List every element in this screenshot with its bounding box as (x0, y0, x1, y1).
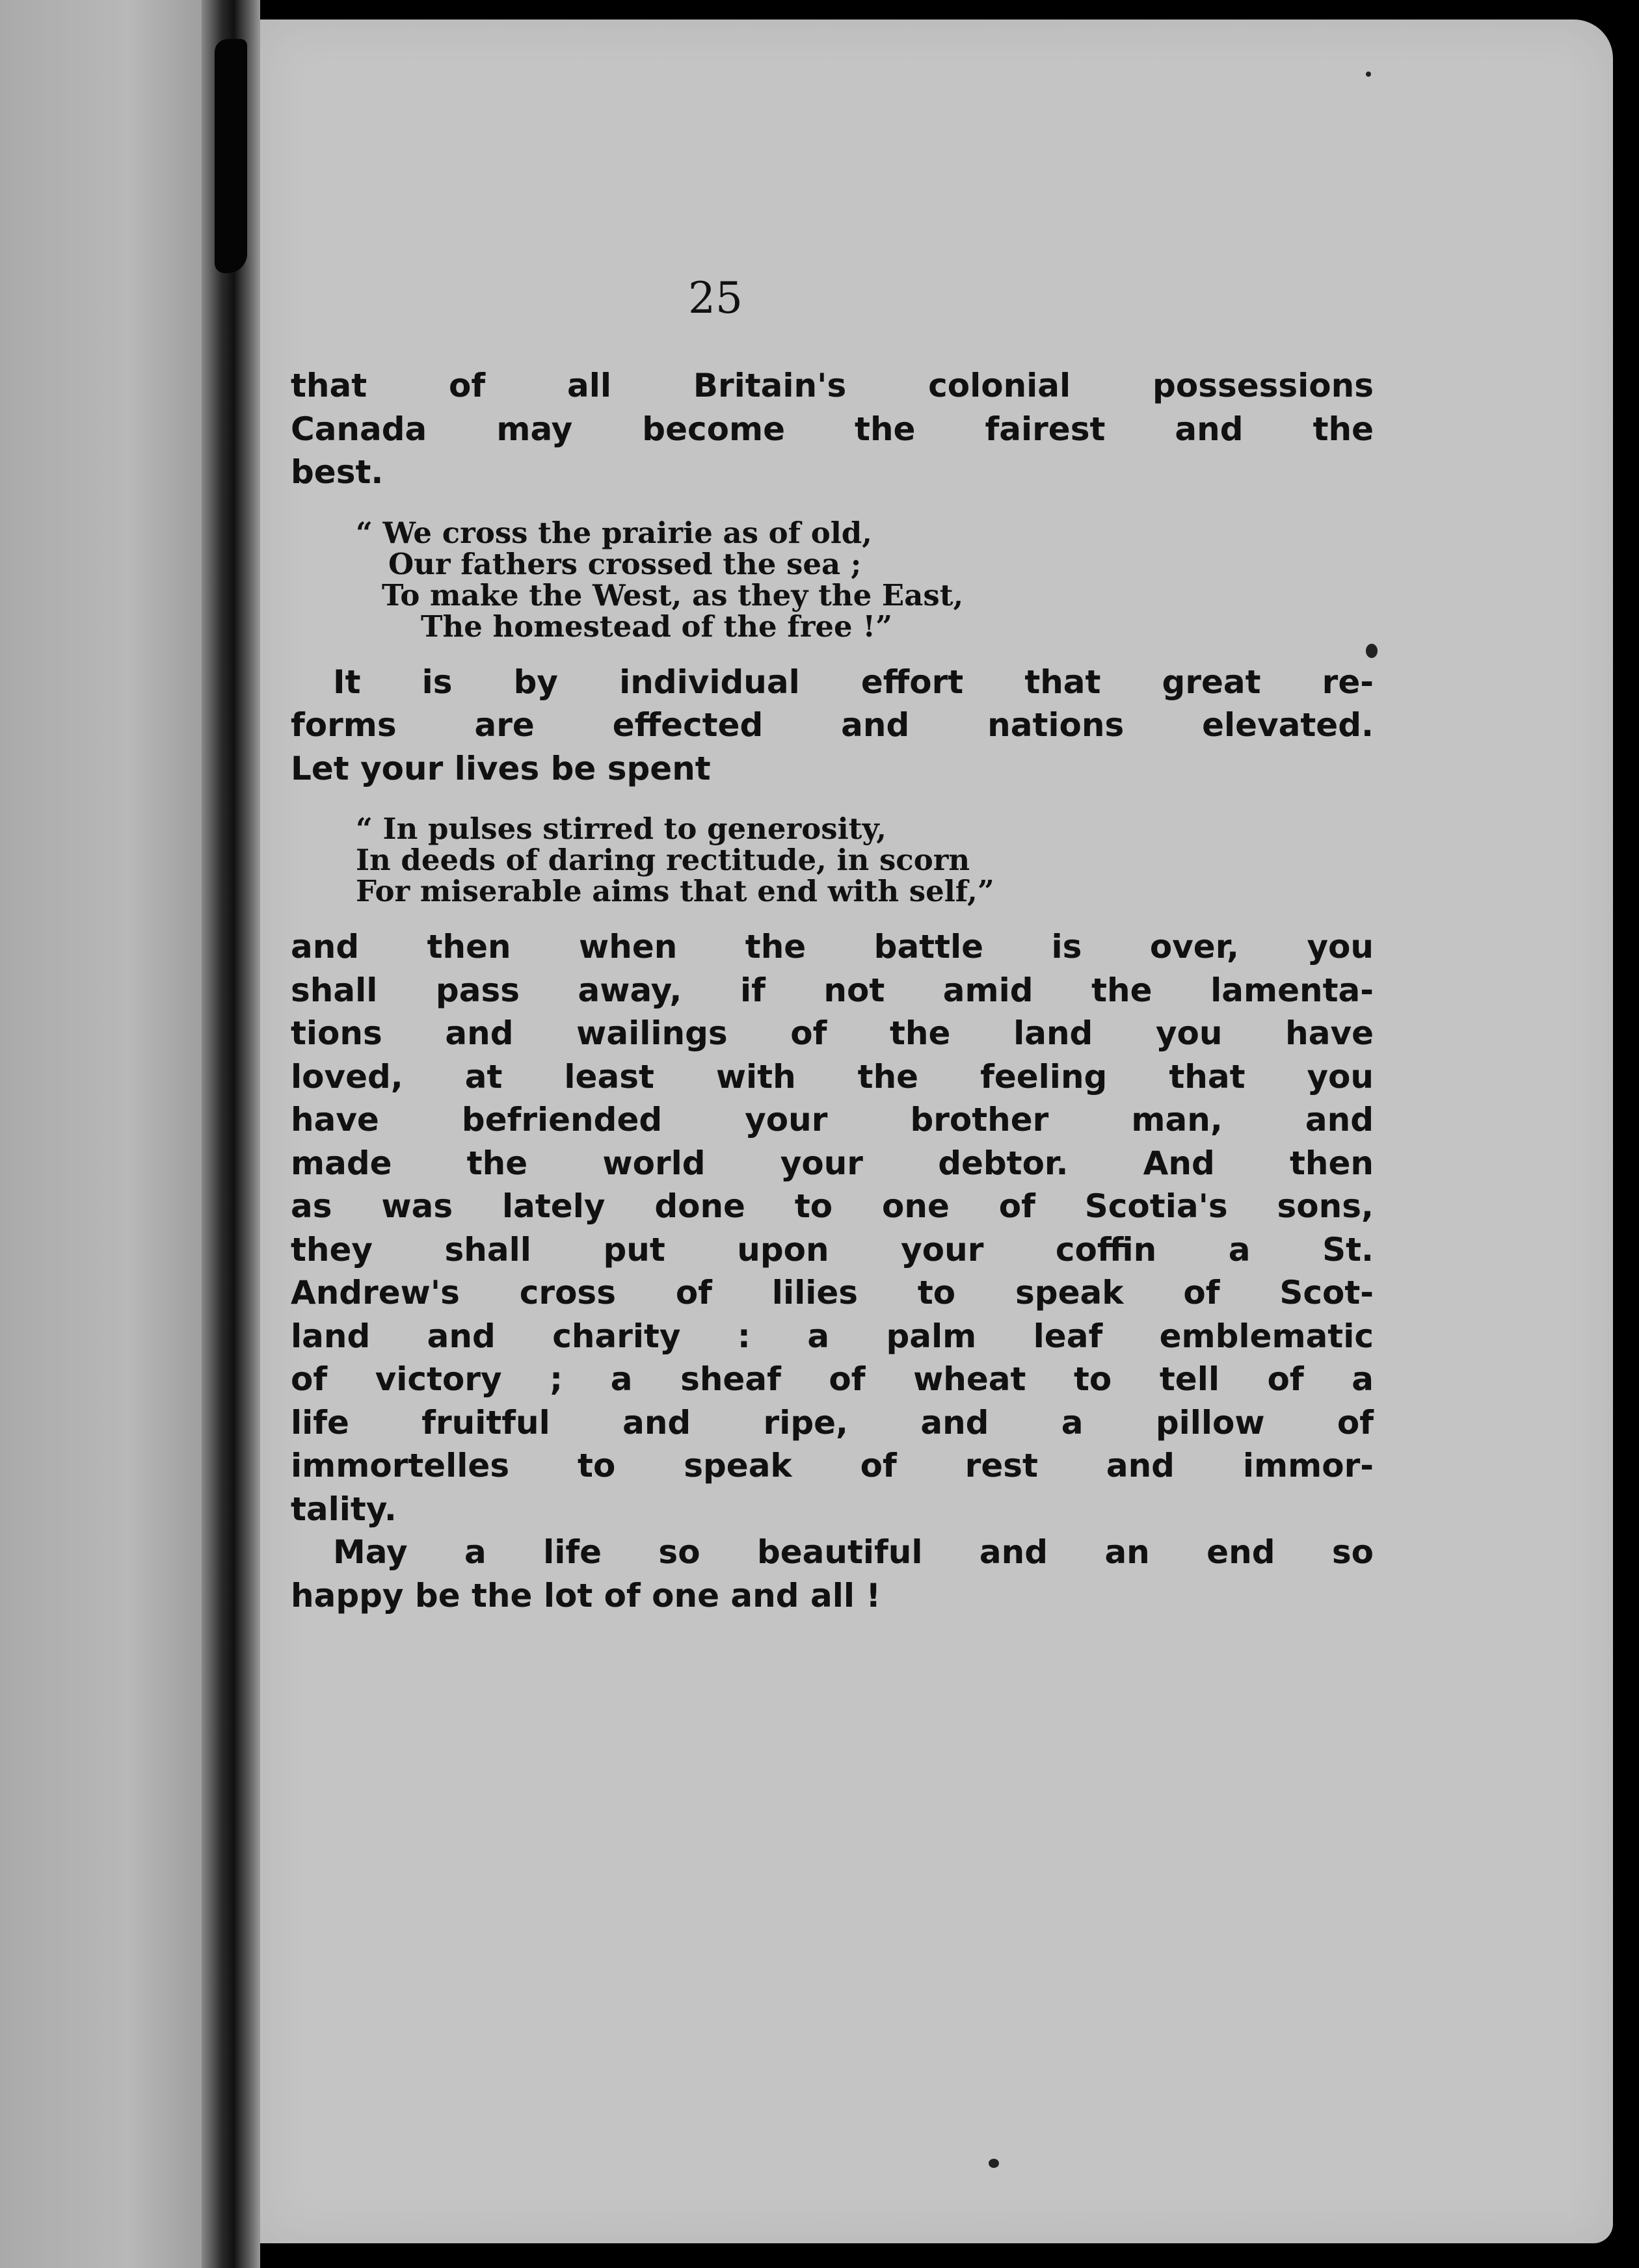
text-line: life fruitful and ripe, and a pillow of (291, 1403, 1374, 1442)
text-line: It is by individual effort that great re- (333, 663, 1374, 701)
paragraph-2 (291, 661, 1374, 791)
text-line: Let your lives be spent (291, 749, 711, 787)
text-line: tions and wailings of the land you have (291, 1014, 1374, 1052)
text-line: shall pass away, if not amid the lamenta- (291, 971, 1374, 1009)
text-line: have befriended your brother man, and (291, 1101, 1374, 1139)
verse-line: Our fathers crossed the sea ; (388, 546, 862, 581)
text-line: loved, at least with the feeling that you (291, 1057, 1374, 1096)
text-line: they shall put upon your coffin a St. (291, 1230, 1374, 1269)
left-page-edge (0, 0, 215, 2268)
paragraph-1 (291, 364, 1374, 494)
verse-line: “ In pulses stirred to generosity, (356, 811, 886, 846)
body-text (291, 364, 1374, 1617)
text-line: best. (291, 453, 384, 491)
text-line: that of all Britain's colonial possessions (291, 367, 1374, 404)
text-line: land and charity : a palm leaf emblematic (291, 1317, 1374, 1355)
paragraph-4 (291, 1531, 1374, 1617)
page-number: 25 (688, 273, 743, 323)
verse-line: For miserable aims that end with self,” (356, 874, 994, 908)
verse-1 (291, 515, 1374, 644)
text-line: made the world your debtor. And then (291, 1144, 1374, 1182)
text-line: May a life so beautiful and an end so (333, 1533, 1374, 1571)
paragraph-3 (291, 925, 1374, 1531)
text-line: Andrew's cross of lilies to speak of Scot- (291, 1274, 1374, 1312)
text-line: tality. (291, 1490, 397, 1528)
verse-line: In deeds of daring rectitude, in scorn (356, 843, 970, 877)
verse-2 (291, 813, 1374, 907)
verse-line: “ We cross the prairie as of old, (356, 515, 872, 550)
gutter-tear (215, 39, 247, 273)
text-line: as was lately done to one of Scotia's sons, (291, 1187, 1374, 1225)
text-line: Canada may become the fairest and the (291, 410, 1374, 448)
verse-line: The homestead of the free !” (421, 609, 892, 644)
text-line: and then when the battle is over, you (291, 928, 1374, 966)
ink-speck (989, 2159, 999, 2168)
verse-line: To make the West, as they the East, (382, 577, 964, 613)
text-line: forms are effected and nations elevated. (291, 706, 1374, 744)
text-line: of victory ; a sheaf of wheat to tell of a (291, 1360, 1374, 1398)
text-line: happy be the lot of one and all ! (291, 1576, 881, 1615)
ink-speck (1366, 72, 1371, 77)
book-gutter (202, 0, 260, 2268)
text-line: immortelles to speak of rest and immor- (291, 1447, 1374, 1484)
